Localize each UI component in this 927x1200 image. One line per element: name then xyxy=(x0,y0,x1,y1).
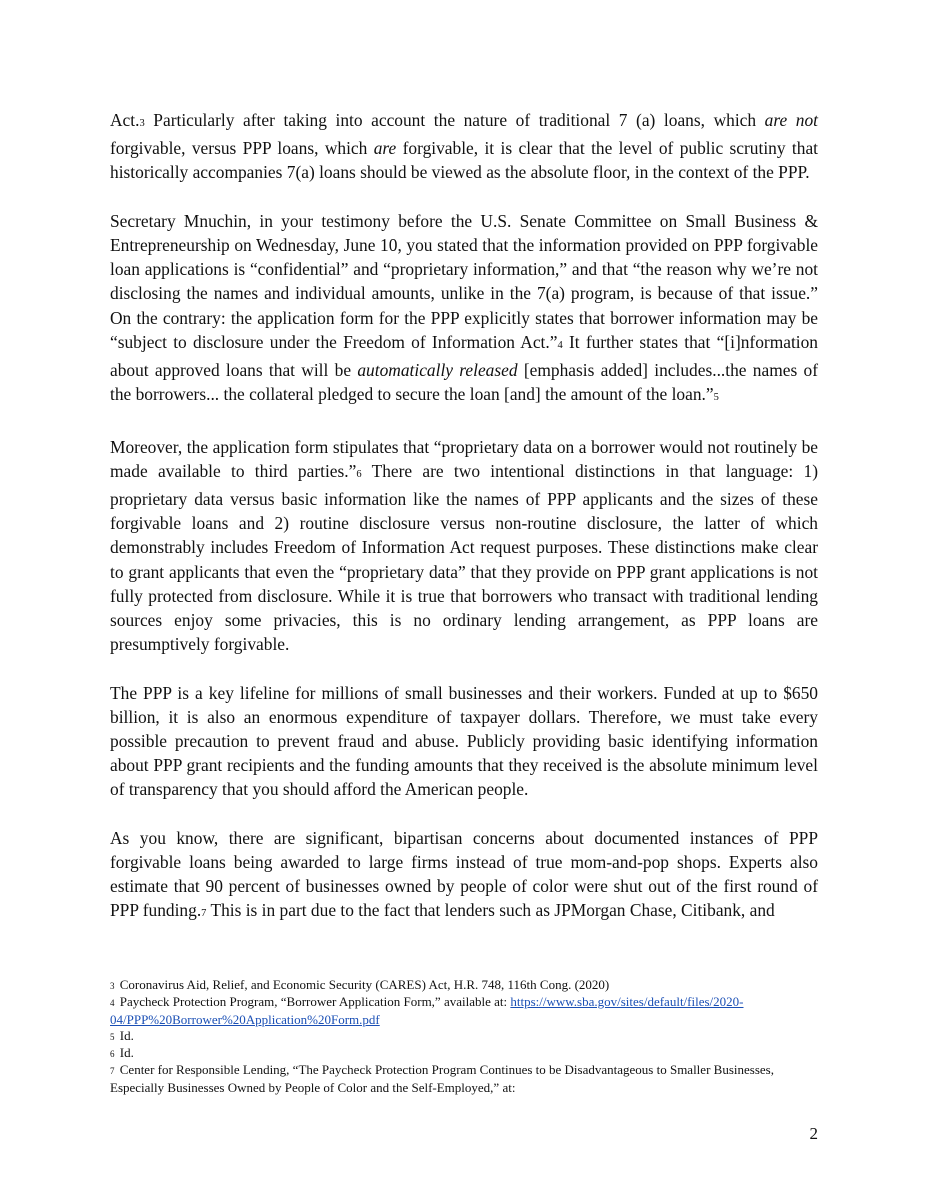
text-run: forgivable, it is clear that the level of public scrutiny that historically accompanies 7(a) loans should be viewed as the absolute floor, in the context of the PPP. xyxy=(110,138,818,183)
footnote-ref-4: 4 xyxy=(557,339,563,351)
footnote-6 xyxy=(110,1045,818,1062)
paragraph-1 xyxy=(110,108,818,185)
footnote-3 xyxy=(110,977,818,994)
footnote-ref-7: 7 xyxy=(201,908,207,920)
footnote-number: 3 xyxy=(110,981,115,991)
footnote-ref-5: 5 xyxy=(713,392,719,404)
footnote-text: Id. xyxy=(116,1027,134,1043)
text-run: forgivable, versus PPP loans, which xyxy=(110,138,374,159)
emphasis-text: automatically released xyxy=(357,360,518,381)
text-run: Moreover, the application form stipulates that “proprietary data on a borrower would not routinely be made available to third parties.” xyxy=(110,436,818,481)
footnote-text: Center for Responsible Lending, “The Paycheck Protection Program Continues to be Disadvantageous to Smaller Businesses, Especially Businesses Owned by People of Color and the Self-Employed,” at: xyxy=(110,1062,774,1095)
emphasis-text: are not xyxy=(764,110,818,130)
text-run: Particularly after taking into account the nature of traditional 7 (a) loans, which xyxy=(144,110,765,130)
footnote-text: Paycheck Protection Program, “Borrower Application Form,” available at: xyxy=(116,994,511,1010)
text-run: Act. xyxy=(110,110,140,130)
footnote-number: 6 xyxy=(110,1049,115,1060)
footnote-7 xyxy=(110,1062,818,1096)
text-run: There are two intentional distinctions in that language: 1) proprietary data versus basic information like the names of PPP applicants and the sizes of these forgivable loans and 2) routine disclosure versus non-routine disclosure, the latter of which demonstrably includes Freedom of Information Act request purposes. These distinctions make clear to grant applicants that even the “proprietary data” that they provide on PPP grant applications is not fully protected from disclosure. While it is true that borrowers who transact with traditional lending sources enjoy some privacies, this is no ordinary lending arrangement, as PPP loans are presumptively forgivable. xyxy=(110,460,818,655)
text-run: Secretary Mnuchin, in your testimony before the U.S. Senate Committee on Small Business & Entrepreneurship on Wednesday, June 10, you stated that the information provided on PPP forgivable loan applications is “confidential” and “proprietary information,” and that “the reason why we’re not disclosing the names and individual amounts, unlike in the 7(a) program, is because of that issue.” On the contrary: the application form for the PPP explicitly states that borrower information may be “subject to disclosure under the Freedom of Information Act.” xyxy=(110,210,818,352)
footnote-text: Id. xyxy=(116,1045,134,1061)
footnote-number: 4 xyxy=(110,998,115,1009)
text-run: This is in part due to the fact that lenders such as JPMorgan Chase, Citibank, and xyxy=(206,900,775,921)
footnote-ref-6: 6 xyxy=(356,468,362,480)
text-run: [emphasis added] includes...the names of the borrowers... the collateral pledged to secure the loan [and] the amount of the loan.” xyxy=(110,360,819,405)
footnote-ref-3: 3 xyxy=(139,118,145,129)
application-form-link[interactable]: https://www.sba.gov/sites/default/files/2020-04/PPP%20Borrower%20Application%20Form.pdf xyxy=(110,994,744,1027)
page-number: 2 xyxy=(809,1124,818,1143)
footnote-4 xyxy=(110,994,818,1028)
paragraph-2 xyxy=(110,209,818,411)
paragraph-3 xyxy=(110,435,818,657)
text-run: The PPP is a key lifeline for millions of small businesses and their workers. Funded at up to $650 billion, it is also an enormous expenditure of taxpayer dollars. Therefore, we must take every possible precaution to prevent fraud and abuse. Publicly providing basic identifying information about PPP grant recipients and the funding amounts that they received is the absolute minimum level of transparency that you should afford the American people. xyxy=(110,682,818,800)
footnote-number: 7 xyxy=(110,1066,115,1077)
paragraph-5 xyxy=(110,826,818,927)
footnote-text: Coronavirus Aid, Relief, and Economic Security (CARES) Act, H.R. 748, 116th Cong. (2020) xyxy=(116,977,610,992)
paragraph-4 xyxy=(110,681,818,802)
body-text xyxy=(110,108,818,951)
footnote-number: 5 xyxy=(110,1031,115,1042)
footnote-5 xyxy=(110,1028,818,1045)
emphasis-text: are xyxy=(373,138,397,159)
text-run: It further states that “[i]nformation about approved loans that will be xyxy=(110,331,819,381)
text-run: As you know, there are significant, bipartisan concerns about documented instances of PPP forgivable loans being awarded to large firms instead of true mom-and-pop shops. Experts also estimate that 90 percent of businesses owned by people of color were shut out of the first round of PPP funding. xyxy=(110,827,818,921)
footnotes xyxy=(110,977,818,1096)
